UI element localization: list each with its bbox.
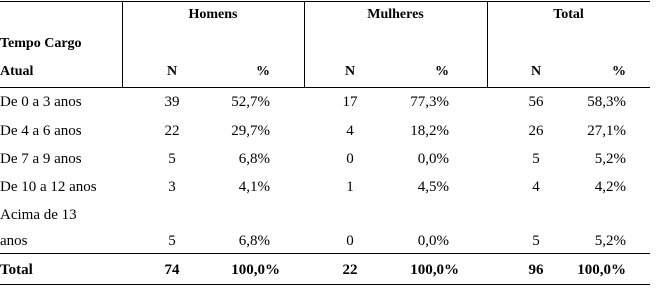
group-header-total: Total xyxy=(553,7,584,22)
cell-homens-n: 5 xyxy=(168,233,176,249)
cell-homens-pct: 52,7% xyxy=(231,94,270,110)
cell-total-n: 56 xyxy=(528,94,544,110)
cell-total-n: 5 xyxy=(532,233,540,249)
row-label: anos xyxy=(0,233,28,249)
group-header-homens: Homens xyxy=(188,7,238,22)
cell-mulheres-n: 4 xyxy=(346,123,354,139)
total-label: Total xyxy=(0,262,33,278)
total-total-n: 96 xyxy=(528,262,544,278)
col-n-homens: N xyxy=(166,64,178,79)
cell-homens-n: 5 xyxy=(168,151,176,167)
cell-mulheres-n: 0 xyxy=(346,151,354,167)
cell-homens-n: 3 xyxy=(168,179,176,195)
total-rule xyxy=(0,253,650,254)
col-pct-homens: % xyxy=(256,64,270,79)
cell-mulheres-n: 1 xyxy=(346,179,354,195)
cell-mulheres-pct: 0,0% xyxy=(417,151,449,167)
cell-total-n: 5 xyxy=(532,151,540,167)
cell-homens-pct: 6,8% xyxy=(238,151,270,167)
total-mulheres-pct: 100,0% xyxy=(410,262,459,278)
cell-mulheres-n: 0 xyxy=(346,233,354,249)
cell-mulheres-n: 17 xyxy=(342,94,358,110)
col-pct-mulheres: % xyxy=(435,64,449,79)
cell-mulheres-pct: 0,0% xyxy=(417,233,449,249)
row-header-line1: Tempo Cargo xyxy=(0,36,82,51)
cell-mulheres-pct: 18,2% xyxy=(410,123,449,139)
cell-total-n: 26 xyxy=(528,123,544,139)
row-label: De 7 a 9 anos xyxy=(0,151,82,167)
bottom-rule xyxy=(0,284,650,285)
row-label: De 10 a 12 anos xyxy=(0,179,97,195)
row-label: De 4 a 6 anos xyxy=(0,123,82,139)
cell-total-pct: 58,3% xyxy=(587,94,626,110)
top-rule xyxy=(0,1,650,2)
header-rule xyxy=(0,87,650,88)
cell-mulheres-pct: 77,3% xyxy=(410,94,449,110)
group-header-mulheres: Mulheres xyxy=(367,7,424,22)
cell-homens-pct: 4,1% xyxy=(238,179,270,195)
col-n-mulheres: N xyxy=(344,64,356,79)
total-total-pct: 100,0% xyxy=(577,262,626,278)
cell-homens-n: 22 xyxy=(164,123,180,139)
col-pct-total: % xyxy=(612,64,626,79)
cell-total-pct: 5,2% xyxy=(594,233,626,249)
cell-homens-pct: 6,8% xyxy=(238,233,270,249)
total-homens-pct: 100,0% xyxy=(231,262,280,278)
row-label: De 0 a 3 anos xyxy=(0,94,82,110)
total-mulheres-n: 22 xyxy=(342,262,358,278)
total-homens-n: 74 xyxy=(164,262,180,278)
cell-total-pct: 5,2% xyxy=(594,151,626,167)
cell-total-pct: 27,1% xyxy=(587,123,626,139)
cell-total-pct: 4,2% xyxy=(594,179,626,195)
cell-mulheres-pct: 4,5% xyxy=(417,179,449,195)
row-header-line2: Atual xyxy=(0,64,34,79)
cell-homens-n: 39 xyxy=(164,94,180,110)
col-n-total: N xyxy=(530,64,542,79)
cell-total-n: 4 xyxy=(532,179,540,195)
cell-homens-pct: 29,7% xyxy=(231,123,270,139)
row-label-line1: Acima de 13 xyxy=(0,207,77,223)
